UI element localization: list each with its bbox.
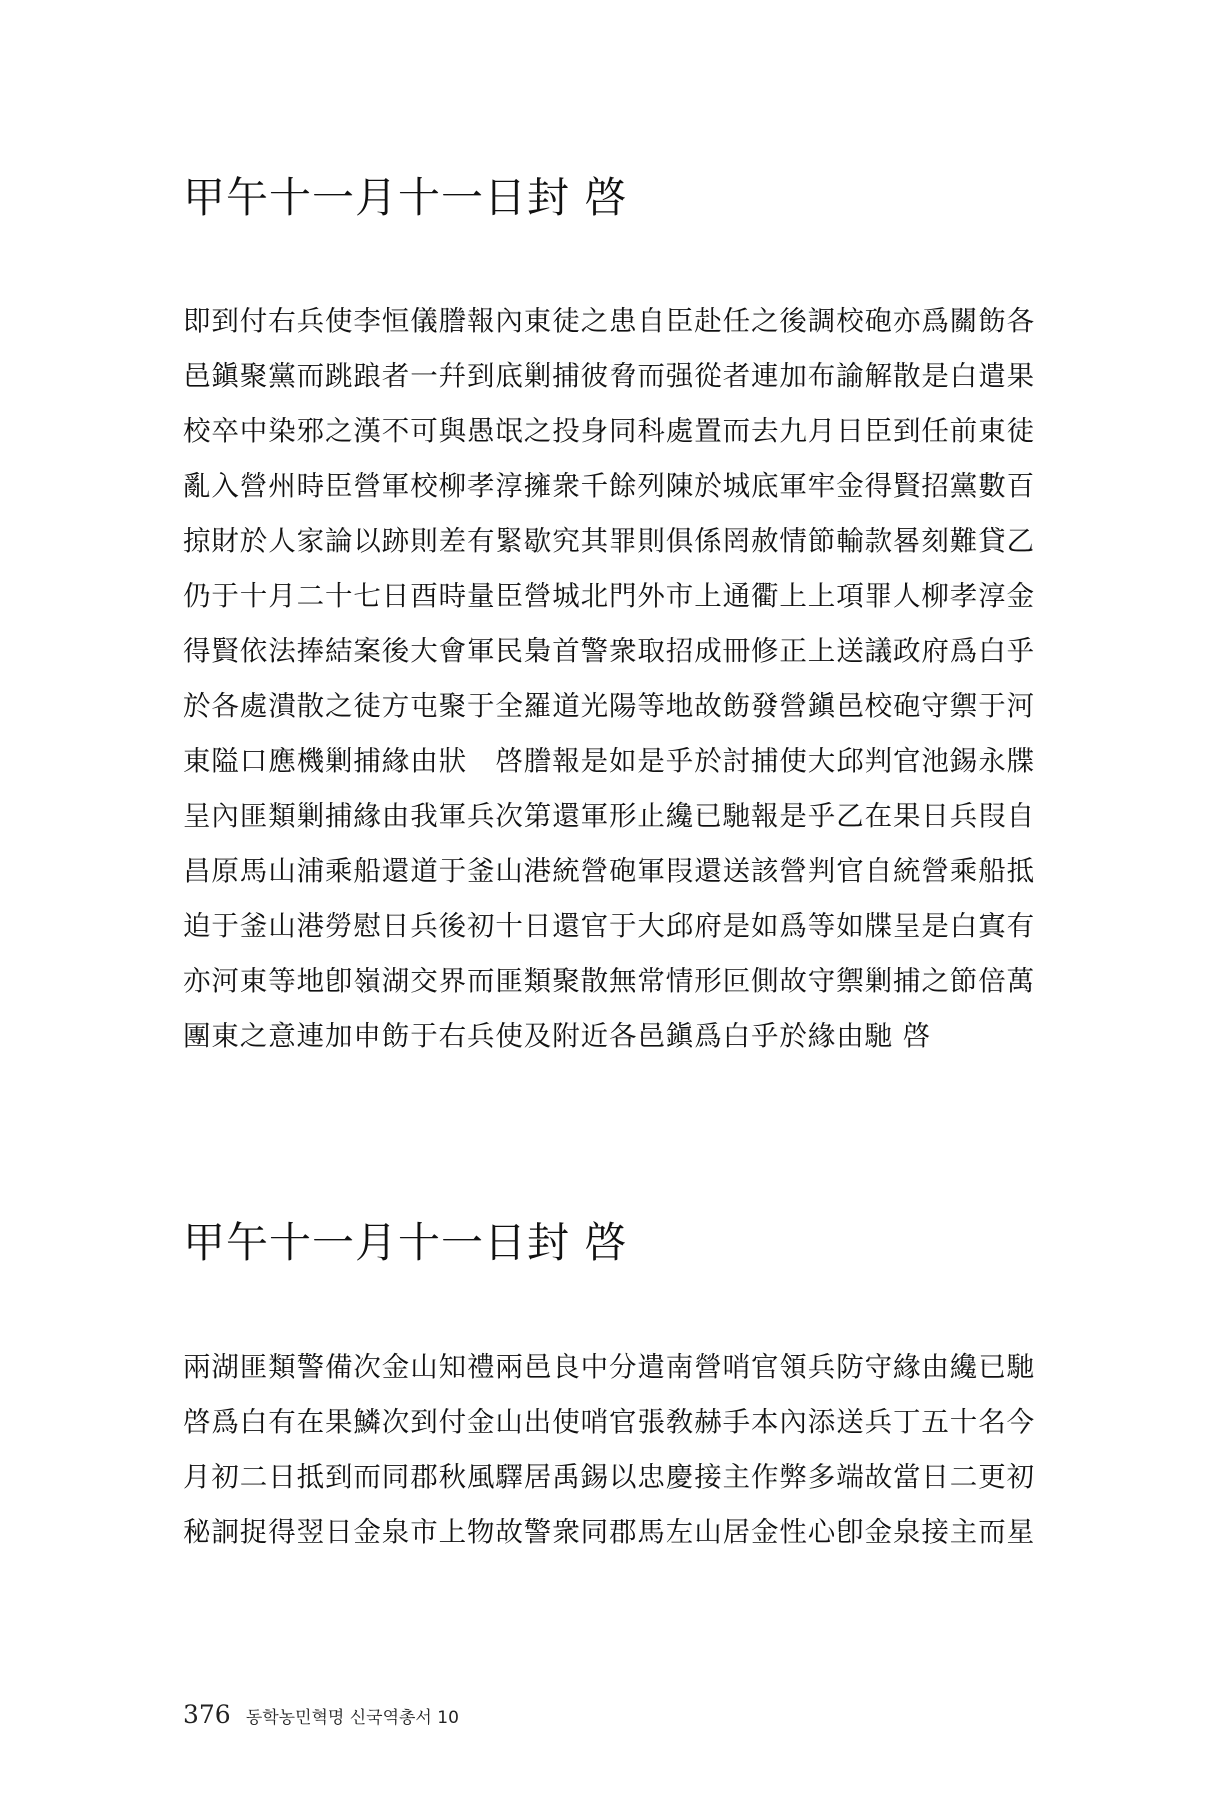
- text-line: 於各處潰散之徒方屯聚于全羅道光陽等地故飭發營鎭邑校砲守禦于河: [183, 690, 1035, 722]
- text-line: 邑鎭聚黨而跳踉者一幷到底剿捕彼脅而强從者連加布諭解散是白遣果: [183, 360, 1035, 392]
- text-line: 仍于十月二十七日酉時量臣營城北門外市上通衢上上項罪人柳孝淳金: [183, 580, 1035, 612]
- text-line: 東隘口應機剿捕緣由狀 啓謄報是如是乎於討捕使大邱判官池錫永牒: [183, 745, 1035, 777]
- page-footer: [183, 1700, 459, 1729]
- text-line: 亦河東等地卽嶺湖交界而匪類聚散無常情形叵側故守禦剿捕之節倍萬: [183, 965, 1035, 997]
- section-1-body: [183, 294, 1043, 1064]
- text-line: 啓爲白有在果鱗次到付金山出使哨官張敎赫手本內添送兵丁五十名今: [183, 1406, 1035, 1438]
- section-1-heading: 甲午十一月十一日封 啓: [183, 173, 628, 222]
- text-line: 校卒中染邪之漢不可與愚氓之投身同科處置而去九月日臣到任前東徒: [183, 415, 1035, 447]
- text-line: 昌原馬山浦乘船還道于釜山港統營砲軍叚還送該營判官自統營乘船抵: [183, 855, 1035, 887]
- text-line: 呈內匪類剿捕緣由我軍兵次第還軍形止纔已馳報是乎乙在果日兵叚自: [183, 800, 1035, 832]
- series-title: 동학농민혁명 신국역총서 10: [245, 1708, 459, 1728]
- page-number: 376: [183, 1700, 231, 1729]
- text-line: 月初二日抵到而同郡秋風驛居禹錫以忠慶接主作弊多端故當日二更初: [183, 1461, 1035, 1493]
- text-line: 迫于釜山港勞慰日兵後初十日還官于大邱府是如爲等如牒呈是白寘有: [183, 910, 1035, 942]
- text-line: 亂入營州時臣營軍校柳孝淳擁衆千餘列陳於城底軍牢金得賢招黨數百: [183, 470, 1035, 502]
- text-line: 兩湖匪類警備次金山知禮兩邑良中分遣南營哨官領兵防守緣由纔已馳: [183, 1351, 1035, 1383]
- text-line: 掠財於人家論以跡則差有緊歇究其罪則俱係罔赦情節輸款晷刻難貸乙: [183, 525, 1035, 557]
- section-2-heading: 甲午十一月十一日封 啓: [183, 1218, 628, 1267]
- text-line: 得賢依法捧結案後大會軍民梟首警衆取招成冊修正上送議政府爲白乎: [183, 635, 1035, 667]
- text-line: 秘詗捉得翌日金泉市上物故警衆同郡馬左山居金性心卽金泉接主而星: [183, 1516, 1035, 1548]
- text-line: 團東之意連加申飭于右兵使及附近各邑鎭爲白乎於緣由馳 啓: [183, 1020, 932, 1052]
- text-line: 即到付右兵使李恒儀謄報內東徒之患自臣赴任之後調校砲亦爲關飭各: [183, 305, 1035, 337]
- section-2-body: [183, 1340, 1043, 1560]
